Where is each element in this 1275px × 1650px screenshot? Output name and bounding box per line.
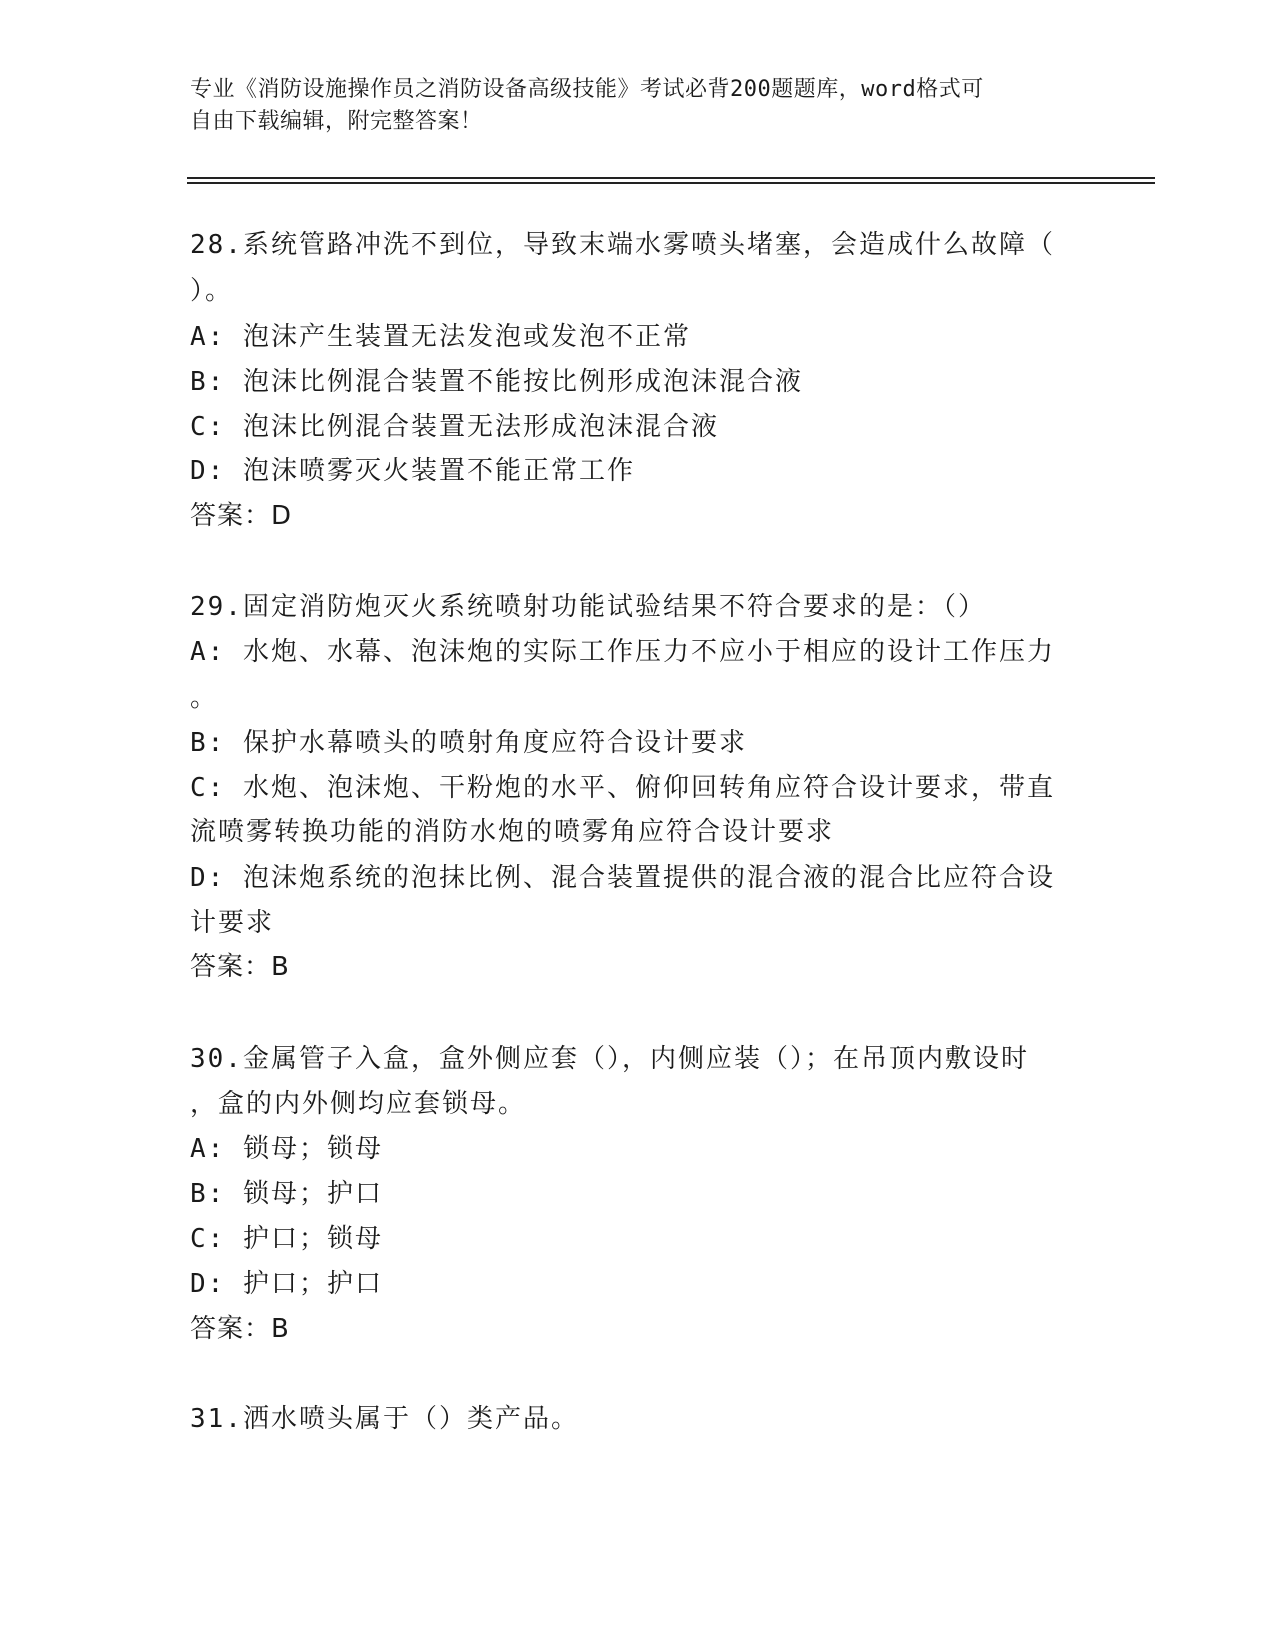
question-29-option-d-continued: 计要求 [190, 908, 275, 938]
question-29-stem-line-1: 29.固定消防炮灭火系统喷射功能试验结果不符合要求的是：（） [190, 592, 986, 622]
question-30-option-b: B: 锁母；护口 [190, 1179, 383, 1209]
question-29-option-b: B: 保护水幕喷头的喷射角度应符合设计要求 [190, 728, 747, 758]
question-31-stem-line-1: 31.洒水喷头属于（）类产品。 [190, 1404, 579, 1434]
question-28-answer: 答案：D [190, 501, 293, 531]
header-divider-bottom [187, 182, 1155, 184]
question-30-stem-line-2: ，盒的内外侧均应套锁母。 [190, 1089, 527, 1119]
question-28-stem-line-2: ）。 [190, 276, 234, 306]
question-28-stem-line-1: 28.系统管路冲洗不到位，导致末端水雾喷头堵塞，会造成什么故障（ [190, 230, 1055, 260]
header-line-2: 自由下载编辑，附完整答案！ [190, 109, 483, 134]
question-29-answer: 答案：B [190, 952, 290, 982]
question-28-option-a: A: 泡沫产生装置无法发泡或发泡不正常 [190, 322, 691, 352]
question-28-option-d: D: 泡沫喷雾灭火装置不能正常工作 [190, 456, 635, 486]
question-30-option-a: A: 锁母；锁母 [190, 1134, 383, 1164]
header-divider-top [187, 177, 1155, 179]
header-line-1: 专业《消防设施操作员之消防设备高级技能》考试必背200题题库，word格式可 [190, 77, 984, 102]
question-28-option-c: C: 泡沫比例混合装置无法形成泡沫混合液 [190, 412, 719, 442]
question-30-option-d: D: 护口；护口 [190, 1269, 383, 1299]
document-header [190, 74, 1070, 138]
question-30-stem-line-1: 30.金属管子入盒，盒外侧应套（），内侧应装（）；在吊顶内敷设时 [190, 1044, 1029, 1074]
question-29-option-d: D: 泡沫炮系统的泡抹比例、混合装置提供的混合液的混合比应符合设 [190, 863, 1055, 893]
question-29-option-a-continued: 。 [190, 683, 219, 713]
question-29-option-a: A: 水炮、水幕、泡沫炮的实际工作压力不应小于相应的设计工作压力 [190, 637, 1055, 667]
question-30-option-c: C: 护口；锁母 [190, 1224, 383, 1254]
question-30-answer: 答案：B [190, 1314, 290, 1344]
question-28-option-b: B: 泡沫比例混合装置不能按比例形成泡沫混合液 [190, 367, 803, 397]
question-29-option-c: C: 水炮、泡沫炮、干粉炮的水平、俯仰回转角应符合设计要求，带直 [190, 773, 1055, 803]
question-29-option-c-continued: 流喷雾转换功能的消防水炮的喷雾角应符合设计要求 [190, 817, 835, 847]
